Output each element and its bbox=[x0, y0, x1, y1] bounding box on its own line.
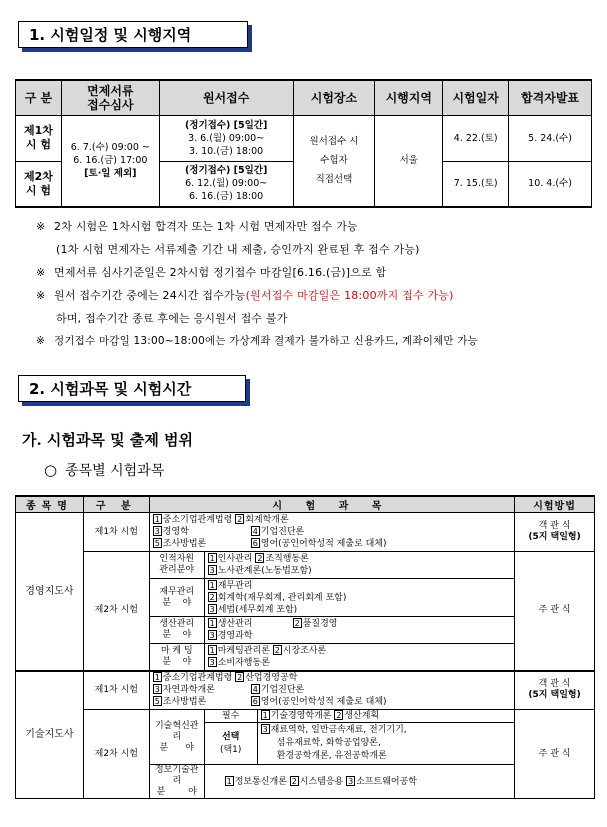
section-title: 2. 시험과목 및 시험시간 bbox=[29, 380, 192, 398]
mgmt-round2-method: 주 관 식 bbox=[515, 552, 595, 671]
header-category: 구 분 bbox=[83, 496, 149, 513]
header-registration: 원서접수 bbox=[159, 80, 293, 115]
tech-field-innovation: 기술혁신관리 분 야 bbox=[149, 710, 204, 765]
field-name-mgmt: 경영지도사 bbox=[16, 513, 84, 671]
note-line: 하며, 접수기간 종료 후에는 응시원서 접수 불가 bbox=[56, 312, 288, 325]
header-announcement: 합격자발표 bbox=[509, 80, 592, 115]
mgmt-field-marketing-subjects: 1 마케팅관리론 2 시장조사론 3 소비자행동론 bbox=[204, 644, 514, 671]
tech-round2-method: 주 관 식 bbox=[515, 710, 595, 799]
mgmt-round2-label: 제2차 시험 bbox=[83, 552, 149, 671]
exam-region: 서울 bbox=[375, 115, 443, 207]
exam-venue: 원서접수 시 수험자 직접선택 bbox=[293, 115, 375, 207]
schedule-table bbox=[15, 79, 592, 208]
round2-announce: 10. 4.(수) bbox=[509, 161, 592, 207]
subsection-title: 가. 시험과목 및 출제 범위 bbox=[22, 431, 194, 449]
note-line: (1차 시험 면제자는 서류제출 기간 내 제출, 승인까지 완료된 후 접수 가능) bbox=[56, 243, 420, 256]
notes-list bbox=[36, 215, 598, 353]
header-field: 종목명 bbox=[16, 496, 84, 513]
note-line: ※ 면제서류 심사기준일은 2차시험 정기접수 마감일[6.16.(금)]으로 함 bbox=[36, 266, 387, 279]
mgmt-field-finance-subjects: 1 재무관리 2 회계학(재무회계, 관리회계 포함) 3 세법(세무회계 포함) bbox=[204, 579, 514, 617]
mgmt-round1-method: 객 관 식 (5지 택일형) bbox=[515, 513, 595, 552]
mgmt-field-hr: 인적자원 관리분야 bbox=[149, 552, 204, 579]
tech-field-info: 정보기술관리 분 야 bbox=[149, 765, 204, 799]
tech-required-label: 필수 bbox=[204, 710, 257, 723]
round2-label: 제2차 시 험 bbox=[16, 161, 62, 207]
mgmt-field-production-subjects: 1 생산관리 2 품질경영 3 경영과학 bbox=[204, 617, 514, 644]
section-title: 1. 시험일정 및 시행지역 bbox=[29, 26, 192, 44]
tech-round2-label: 제2차 시험 bbox=[83, 710, 149, 799]
field-name-tech: 기술지도사 bbox=[16, 671, 84, 799]
mgmt-round1-subjects: 1 중소기업관계법령 2 회계학개론 3 경영학 4 기업진단론 5 조사방법론 6 영어(공인어학성적 제출로 대체) bbox=[149, 513, 514, 552]
round2-registration: (정기접수) [5일간] 6. 12.(월) 09:00~ 6. 16.(금) 18:00 bbox=[159, 161, 293, 207]
tech-elective-label: 선택 (택1) bbox=[204, 723, 257, 765]
tech-required-subjects: 1 기술경영학개론 2 생산계획 bbox=[257, 710, 514, 723]
header-exemption: 면제서류 접수심사 bbox=[61, 80, 159, 115]
subjects-table bbox=[15, 495, 595, 799]
round2-date: 7. 15.(토) bbox=[443, 161, 509, 207]
note-red-text: (원서접수 마감일은 18:00까지 접수 가능) bbox=[245, 289, 454, 302]
mgmt-field-marketing: 마 케 팅 분 야 bbox=[149, 644, 204, 671]
subsection-bullet: ○ 종목별 시험과목 bbox=[44, 461, 165, 479]
tech-field-info-subjects: 1 정보통신개론 2 시스템응용 3 소프트웨어공학 bbox=[204, 765, 514, 799]
tech-round1-method: 객 관 식 (5지 택일형) bbox=[515, 671, 595, 710]
header-method: 시험방법 bbox=[515, 496, 595, 513]
tech-round1-subjects: 1 중소기업관계법령 2 산업경영공학 3 자연과학개론 4 기업진단론 5 조사방법론 6 영어(공인어학성적 제출로 대체) bbox=[149, 671, 514, 710]
header-region: 시행지역 bbox=[375, 80, 443, 115]
header-exam-date: 시험일자 bbox=[443, 80, 509, 115]
note-line: ※ 2차 시험은 1차시험 합격자 또는 1차 시험 면제자만 접수 가능 bbox=[36, 220, 358, 233]
header-subjects: 시 험 과 목 bbox=[149, 496, 514, 513]
mgmt-field-finance: 재무관리 분 야 bbox=[149, 579, 204, 617]
round1-announce: 5. 24.(수) bbox=[509, 115, 592, 161]
note-line: ※ 원서 접수기간 중에는 24시간 접수가능(원서접수 마감일은 18:00까지 접수 가능) bbox=[36, 289, 454, 302]
mgmt-round1-label: 제1차 시험 bbox=[83, 513, 149, 552]
mgmt-field-production: 생산관리 분 야 bbox=[149, 617, 204, 644]
exemption-period: 6. 7.(수) 09:00 ~ 6. 16.(금) 17:00 [토·일 제외] bbox=[61, 115, 159, 207]
round1-date: 4. 22.(토) bbox=[443, 115, 509, 161]
header-venue: 시험장소 bbox=[293, 80, 375, 115]
tech-round1-label: 제1차 시험 bbox=[83, 671, 149, 710]
round1-label: 제1차 시 험 bbox=[16, 115, 62, 161]
section-header-schedule bbox=[18, 21, 248, 48]
mgmt-field-hr-subjects: 1 인사관리 2 조직행동론 3 노사관계론(노동법포함) bbox=[204, 552, 514, 579]
tech-elective-subjects: 3 재료역학, 일반금속재료, 전기기기, 섬유재료학, 화학공업양론, 환경공학개론, 유전공학개론 bbox=[257, 723, 514, 765]
note-line: ※ 정기접수 마감일 13:00~18:00에는 가상계좌 결제가 불가하고 신용카드, 계좌이체만 가능 bbox=[36, 335, 478, 347]
header-category: 구 분 bbox=[16, 80, 62, 115]
circle-bullet-icon: ○ bbox=[44, 461, 58, 479]
section-header-subjects bbox=[18, 375, 246, 402]
round1-registration: (정기접수) [5일간] 3. 6.(월) 09:00~ 3. 10.(금) 18:00 bbox=[159, 115, 293, 161]
